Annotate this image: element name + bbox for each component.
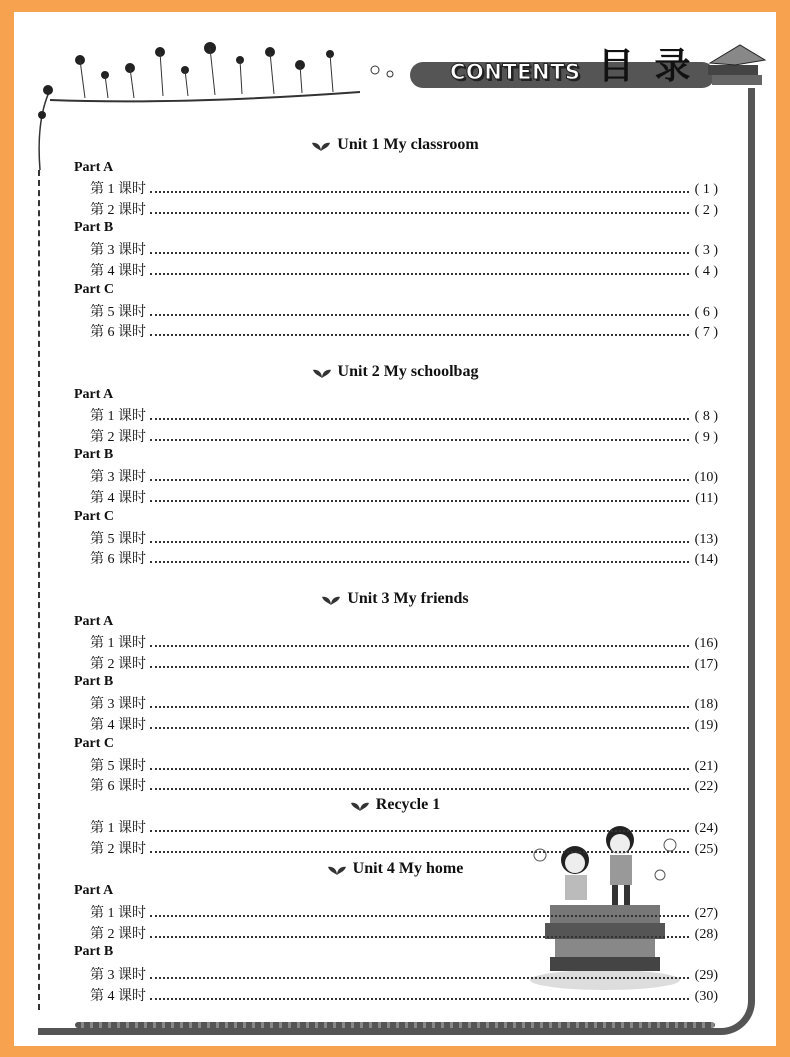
- contents-title: CONTENTS: [450, 60, 581, 84]
- part-label: Part B: [74, 220, 114, 235]
- flowers-decoration-icon: [30, 30, 410, 180]
- toc-entry[interactable]: 第 4 课时 (11): [90, 491, 718, 506]
- toc-entry[interactable]: 第 1 课时 (24): [90, 821, 718, 836]
- toc-entry[interactable]: 第 3 课时 (10): [90, 470, 718, 485]
- part-label: Part A: [74, 883, 114, 898]
- toc-entry[interactable]: 第 1 课时 ( 8 ): [90, 409, 718, 424]
- unit-title: Unit 3 My friends: [0, 590, 790, 608]
- unit-title: Unit 4 My home: [0, 860, 790, 878]
- toc-entry[interactable]: 第 2 课时 (28): [90, 927, 718, 942]
- toc-entry[interactable]: 第 4 课时 (19): [90, 718, 718, 733]
- sprout-icon: [321, 592, 341, 606]
- toc-entry[interactable]: 第 4 课时 (30): [90, 989, 718, 1004]
- toc-entry[interactable]: 第 2 课时 ( 2 ): [90, 203, 718, 218]
- toc-entry[interactable]: 第 5 课时 (21): [90, 759, 718, 774]
- toc-entry[interactable]: 第 3 课时 (29): [90, 968, 718, 983]
- toc-entry[interactable]: 第 3 课时 (18): [90, 697, 718, 712]
- toc-entry[interactable]: 第 4 课时 ( 4 ): [90, 264, 718, 279]
- toc-entry[interactable]: 第 5 课时 ( 6 ): [90, 305, 718, 320]
- books-decoration-icon: [700, 35, 770, 95]
- toc-entry[interactable]: 第 2 课时 ( 9 ): [90, 430, 718, 445]
- part-label: Part C: [74, 736, 115, 751]
- toc-entry[interactable]: 第 3 课时 ( 3 ): [90, 243, 718, 258]
- sprout-icon: [311, 138, 331, 152]
- part-label: Part C: [74, 282, 115, 297]
- toc-entry[interactable]: 第 1 课时 ( 1 ): [90, 182, 718, 197]
- toc-entry[interactable]: 第 6 课时 (14): [90, 552, 718, 567]
- part-label: Part A: [74, 387, 114, 402]
- part-label: Part B: [74, 447, 114, 462]
- unit-title: Unit 1 My classroom: [0, 136, 790, 154]
- toc-entry[interactable]: 第 6 课时 ( 7 ): [90, 325, 718, 340]
- sprout-icon: [312, 365, 332, 379]
- part-label: Part A: [74, 614, 114, 629]
- unit-title: Unit 2 My schoolbag: [0, 363, 790, 381]
- toc-entry[interactable]: 第 1 课时 (16): [90, 636, 718, 651]
- part-label: Part C: [74, 509, 115, 524]
- part-label: Part A: [74, 160, 114, 175]
- toc-entry[interactable]: 第 6 课时 (22): [90, 779, 718, 794]
- part-label: Part B: [74, 674, 114, 689]
- toc-entry[interactable]: 第 2 课时 (25): [90, 842, 718, 857]
- part-label: Part B: [74, 944, 114, 959]
- sprout-icon: [350, 798, 370, 812]
- mulu-title: 目 录: [598, 46, 695, 87]
- toc-entry[interactable]: 第 1 课时 (27): [90, 906, 718, 921]
- dashed-border-bottom: [75, 1022, 715, 1028]
- toc-entry[interactable]: 第 2 课时 (17): [90, 657, 718, 672]
- toc-entry[interactable]: 第 5 课时 (13): [90, 532, 718, 547]
- sprout-icon: [327, 862, 347, 876]
- unit-title: Recycle 1: [0, 796, 790, 814]
